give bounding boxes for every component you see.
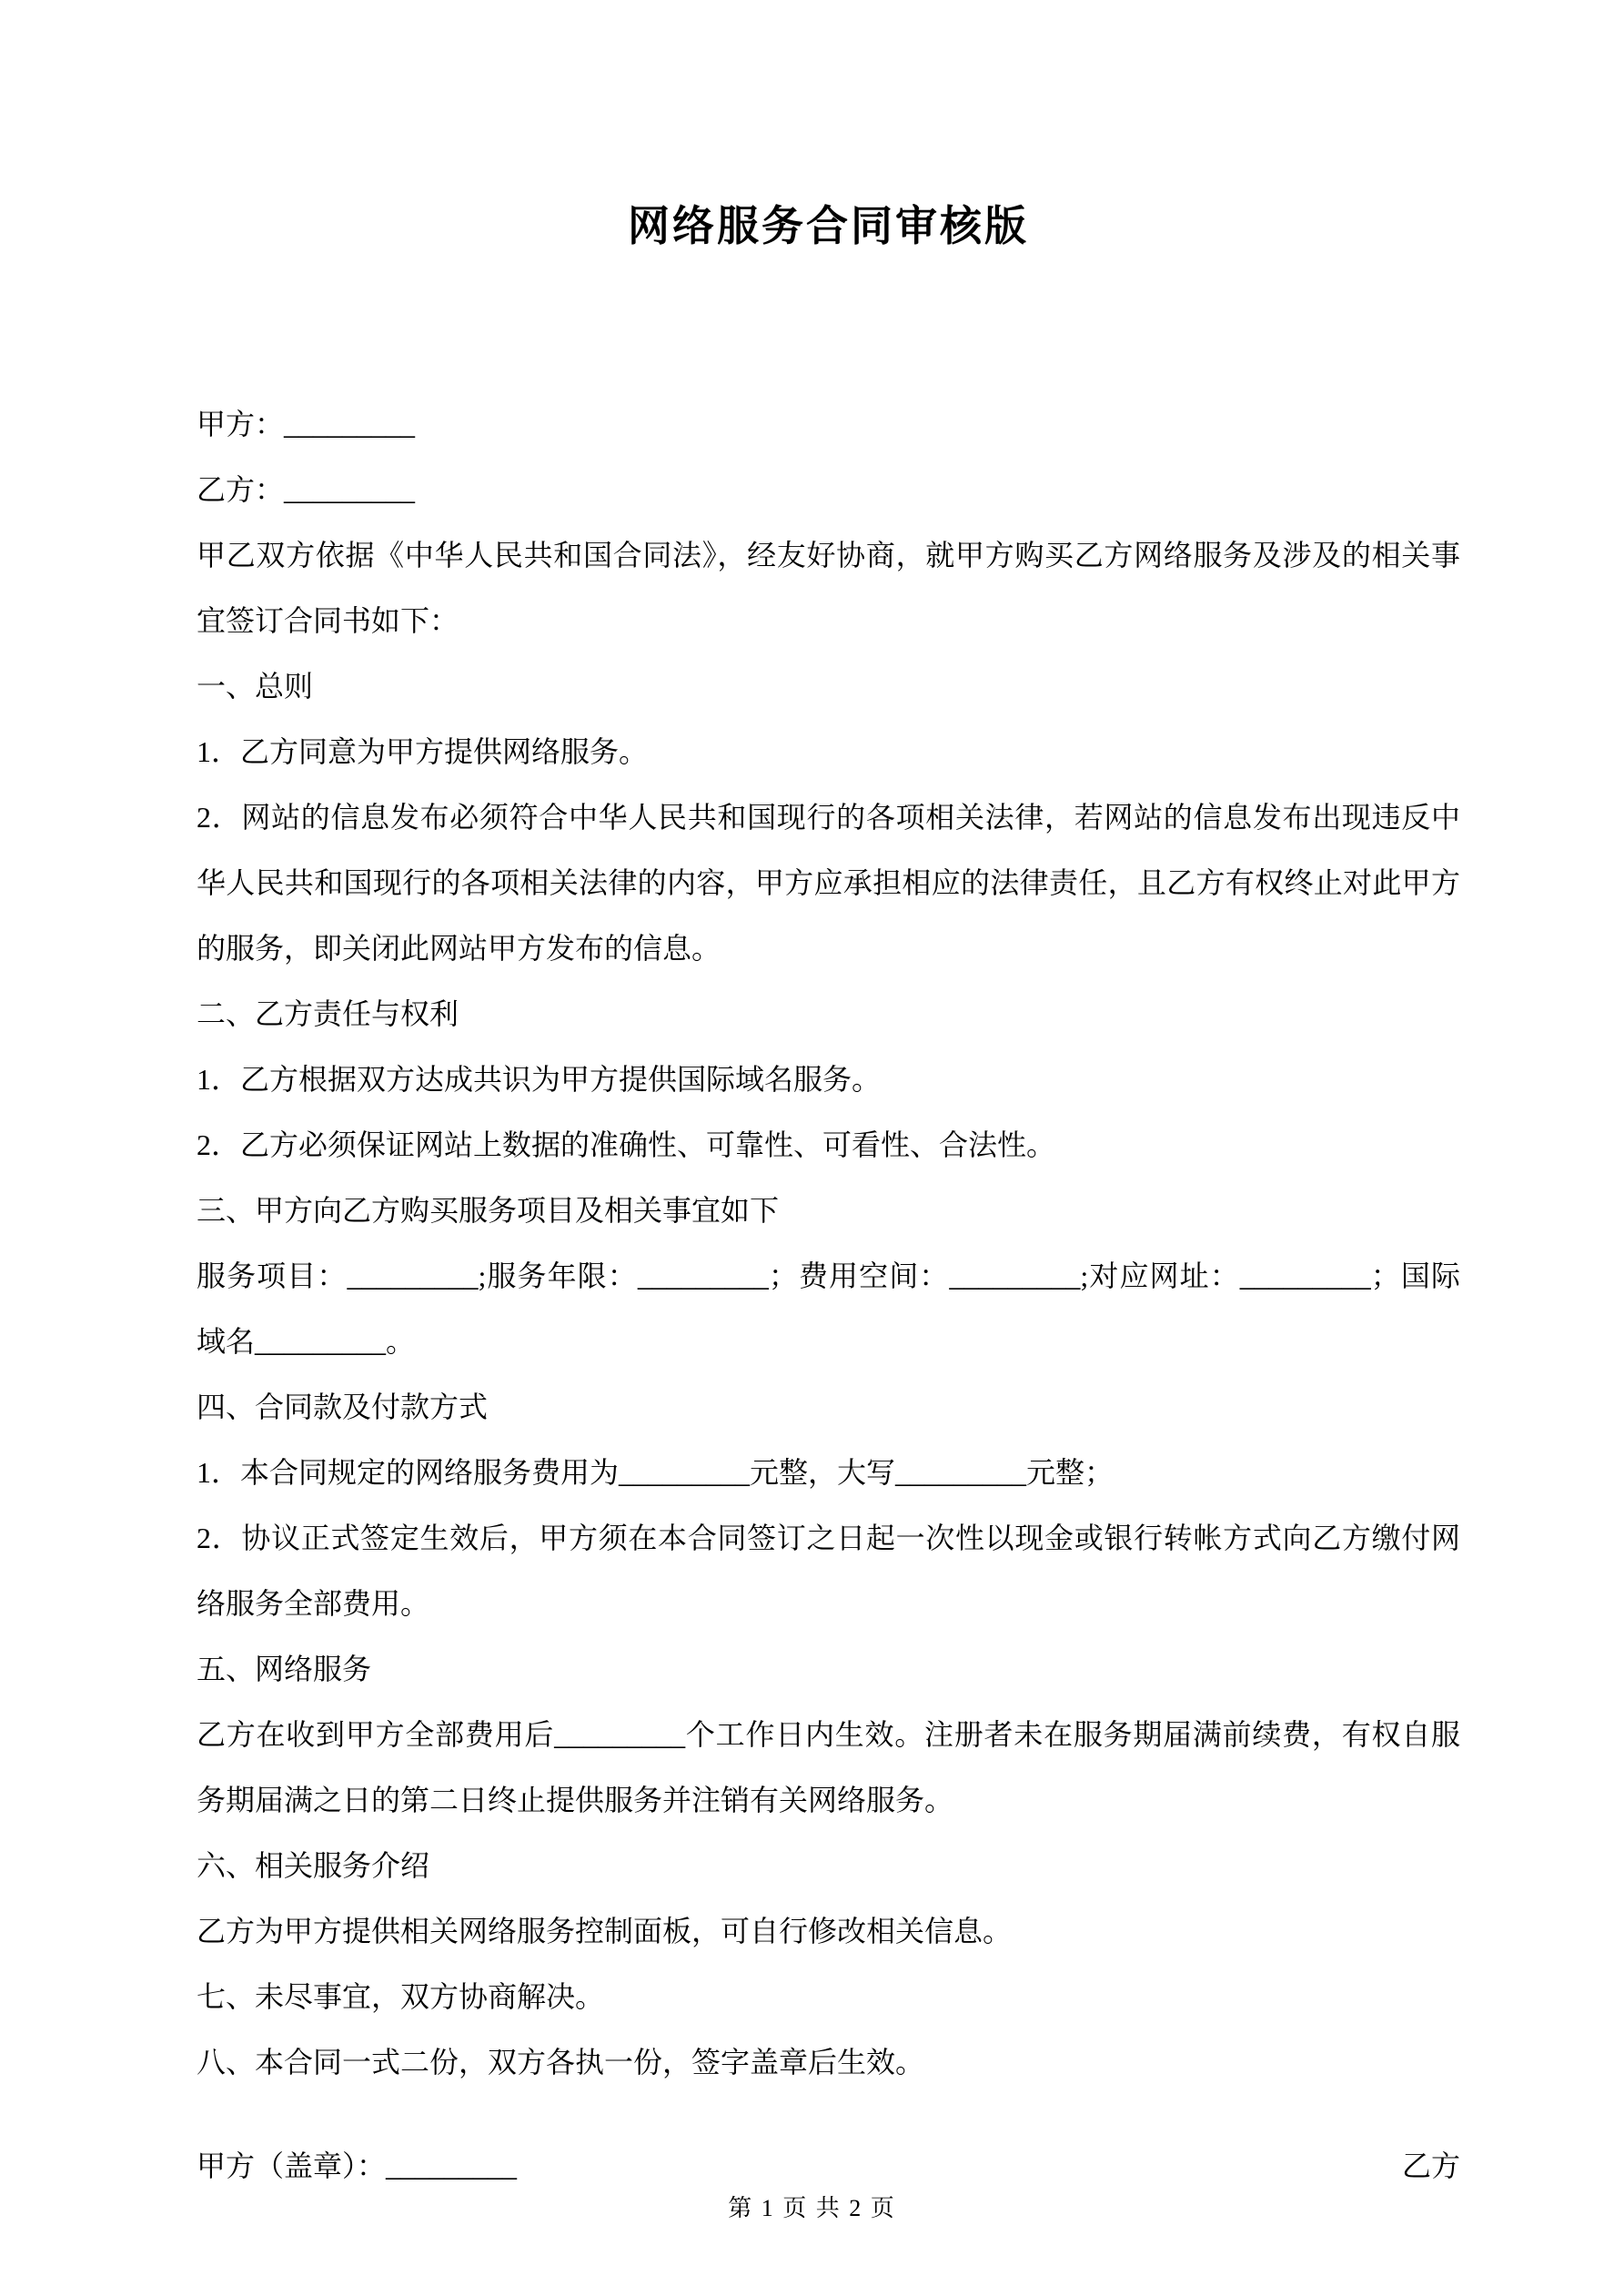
party-a-line: 甲方：_________ (197, 408, 416, 440)
section-5-body: 乙方在收到甲方全部费用后_________个工作日内生效。注册者未在服务期届满前续费，有权自服务期届满之日的第二日终止提供服务并注销有关网络服务。 (197, 1718, 1460, 1816)
preamble: 甲乙双方依据《中华人民共和国合同法》，经友好协商，就甲方购买乙方网络服务及涉及的相关事宜签订合同书如下： (197, 539, 1460, 637)
section-7-line: 七、未尽事宜，双方协商解决。 (197, 1980, 605, 2013)
section-6-body: 乙方为甲方提供相关网络服务控制面板，可自行修改相关信息。 (197, 1915, 1013, 1947)
section-2-heading: 二、乙方责任与权利 (197, 997, 459, 1030)
section-3-heading: 三、甲方向乙方购买服务项目及相关事宜如下 (197, 1194, 780, 1227)
section-4-item-1: 1．本合同规定的网络服务费用为_________元整，大写_________元整； (197, 1456, 1115, 1489)
section-6-heading: 六、相关服务介绍 (197, 1849, 430, 1882)
page-number-footer: 第 1 页 共 2 页 (728, 2195, 896, 2221)
section-5-heading: 五、网络服务 (197, 1653, 372, 1685)
section-1-item-1: 1．乙方同意为甲方提供网络服务。 (197, 735, 649, 768)
section-3-services-line: 服务项目：_________;服务年限：_________；费用空间：_________;对应网址：_________；国际域名_________。 (197, 1259, 1460, 1358)
section-2-item-1: 1．乙方根据双方达成共识为甲方提供国际域名服务。 (197, 1063, 882, 1096)
party-a-seal-line: 甲方（盖章）：_________ (197, 2149, 518, 2182)
section-8-line: 八、本合同一式二份，双方各执一份，签字盖章后生效。 (197, 2046, 925, 2079)
party-b-line: 乙方：_________ (197, 473, 416, 506)
section-4-item-2: 2．协议正式签定生效后，甲方须在本合同签订之日起一次性以现金或银行转帐方式向乙方缴付网络服务全部费用。 (197, 1522, 1460, 1620)
party-b-label: 乙方 (1401, 2149, 1460, 2182)
section-2-item-2: 2．乙方必须保证网站上数据的准确性、可靠性、可看性、合法性。 (197, 1128, 1056, 1161)
section-1-item-2: 2．网站的信息发布必须符合中华人民共和国现行的各项相关法律，若网站的信息发布出现违反中华人民共和国现行的各项相关法律的内容，甲方应承担相应的法律责任，且乙方有权终止对此甲方的服务，即关闭此网站甲方发布的信息。 (197, 801, 1460, 965)
section-4-heading: 四、合同款及付款方式 (197, 1391, 489, 1423)
section-1-heading: 一、总则 (197, 670, 314, 703)
document-title: 网络服务合同审核版 (628, 203, 1029, 249)
